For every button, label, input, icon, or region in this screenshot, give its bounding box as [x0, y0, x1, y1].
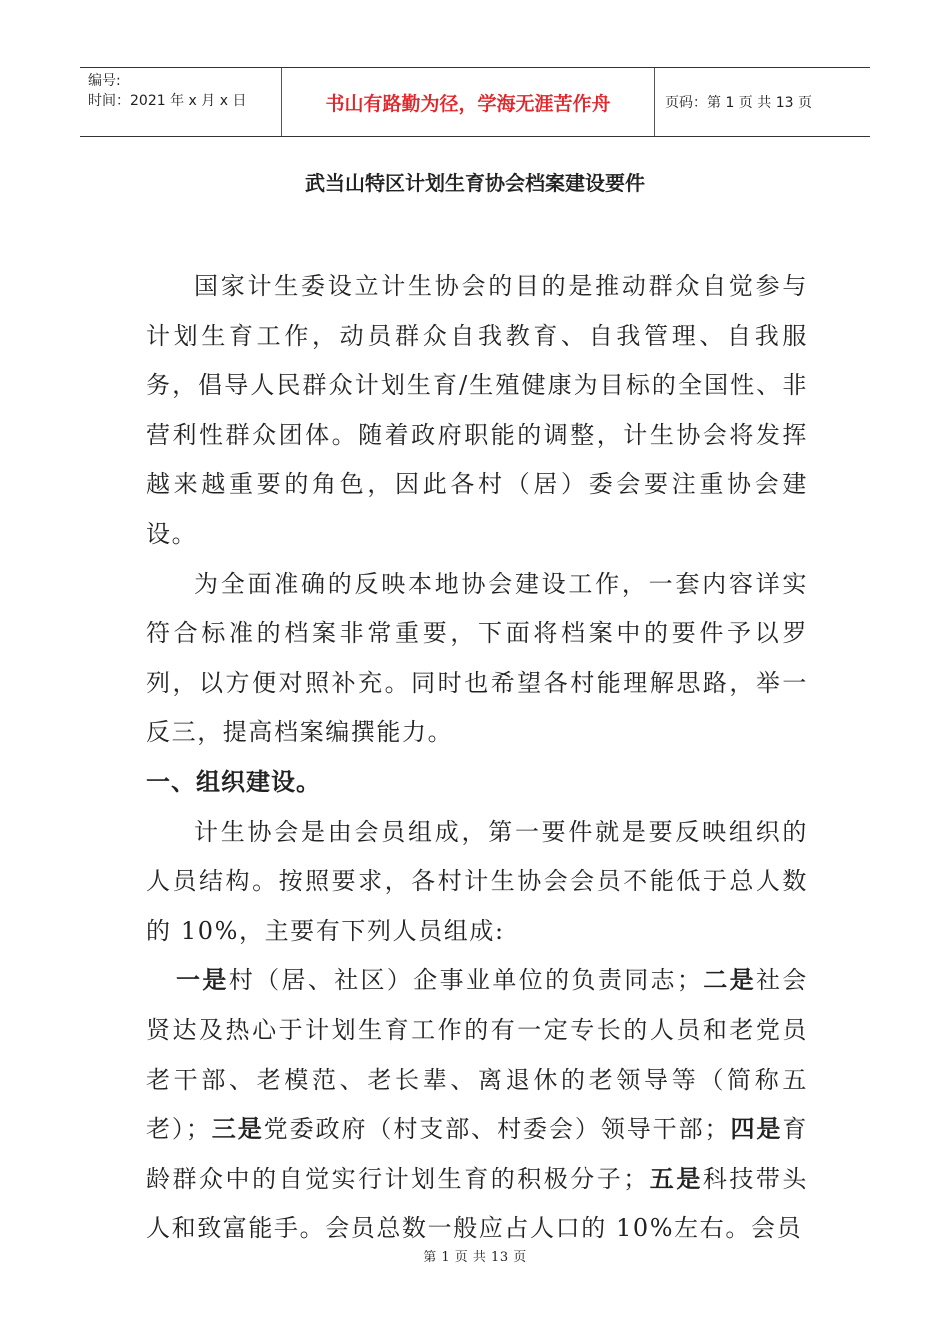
paragraph-intro: 国家计生委设立计生协会的目的是推动群众自觉参与计划生育工作，动员群众自我教育、自我管理、自我服务，倡导人民群众计划生育/生殖健康为目标的全国性、非营利性群众团体。随着政府职能的调整，计生协会将发挥越来越重要的角色，因此各村（居）委会要注重协会建设。	[146, 272, 808, 548]
text-two: 社会贤达及热心于计划生育工作的有一定专长的人员和老党员老干部、老模范、老长辈、离退休的老领导等（简称五老）；	[146, 966, 808, 1144]
date-label: 时间：2021 年 x 月 x 日	[88, 93, 247, 109]
keyword-five: 五是	[648, 1164, 703, 1193]
keyword-four: 四是	[730, 1115, 783, 1144]
text-one: 村（居、社区）企事业单位的负责同志；	[228, 966, 703, 995]
paragraph-member-types	[146, 956, 808, 1254]
document-body	[146, 262, 808, 1254]
keyword-two: 二是	[702, 966, 757, 995]
document-title: 武当山特区计划生育协会档案建设要件	[305, 171, 645, 195]
header-motto: 书山有路勤为径，学海无涯苦作舟	[281, 68, 655, 136]
page-footer: 第 1 页 共 13 页	[423, 1250, 527, 1265]
paragraph-purpose: 为全面准确的反映本地协会建设工作，一套内容详实符合标准的档案非常重要，下面将档案中的要件予以罗列，以方便对照补充。同时也希望各村能理解思路，举一反三，提高档案编撰能力。	[146, 569, 808, 747]
text-five: 科技带头人和致富能手。会员总数一般应占人口的 10%左右。会员	[146, 1164, 808, 1243]
text-three: 党委政府（村支部、村委会）领导干部；	[263, 1115, 731, 1144]
header-meta	[80, 68, 281, 136]
keyword-three: 三是	[211, 1115, 264, 1144]
number-label: 编号:	[88, 73, 121, 89]
header-page-info: 页码：第 1 页 共 13 页	[665, 95, 812, 111]
document-header	[80, 67, 870, 137]
paragraph-membership: 计生协会是由会员组成，第一要件就是要反映组织的人员结构。按照要求，各村计生协会会员不能低于总人数的 10%，主要有下列人员组成:	[146, 817, 808, 945]
text-four: 育龄群众中的自觉实行计划生育的积极分子；	[146, 1115, 808, 1193]
keyword-one: 一是	[176, 966, 229, 995]
section-heading-organization: 一、组织建设。	[146, 767, 321, 796]
